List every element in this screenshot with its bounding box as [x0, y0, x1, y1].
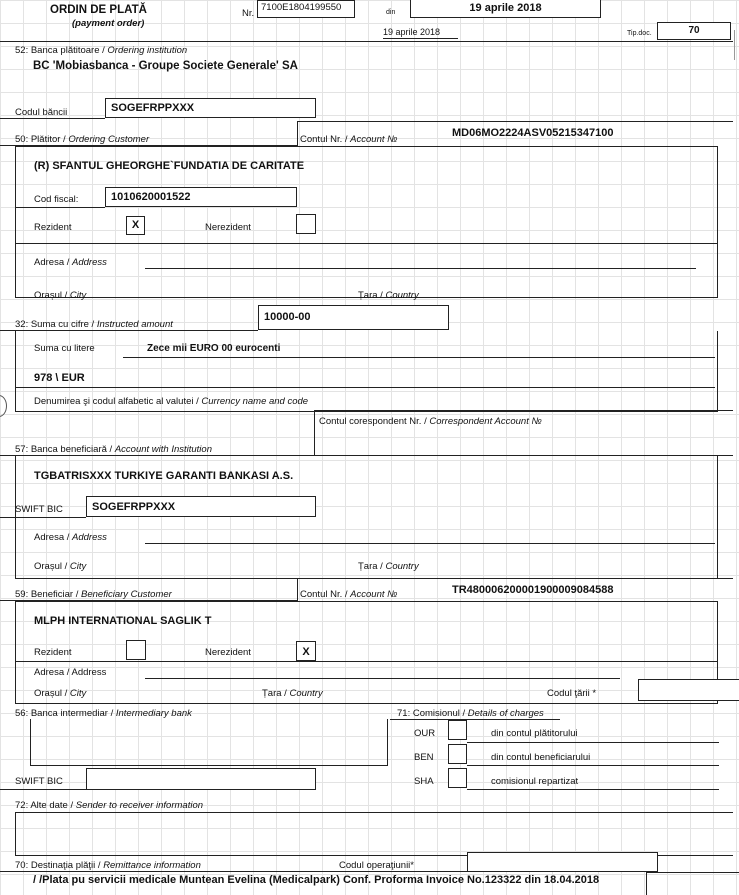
side-hole-mark: [0, 395, 7, 417]
charge-our-checkbox[interactable]: [448, 720, 467, 740]
amount-words-value[interactable]: Zece mii EURO 00 eurocenti: [147, 343, 281, 354]
payer-resident-label: Rezident: [34, 222, 72, 233]
amount-figures-field[interactable]: [258, 305, 449, 330]
right-edge-mark: [734, 30, 735, 60]
country-code-label: Codul ţării *: [547, 688, 597, 699]
bank-code-underline: [0, 118, 105, 119]
beneficiary-city-label: Orașul / City: [34, 688, 87, 699]
payer-row-divider: [15, 243, 718, 244]
remittance-underline: [0, 871, 467, 872]
beneficiary-swift-field[interactable]: [86, 496, 316, 517]
payer-label: 50: Plătitor / Ordering Customer: [15, 134, 150, 145]
order-number-label: Nr.: [242, 8, 255, 19]
intermediary-label: 56: Banca intermediar / Intermediary bank: [15, 708, 192, 719]
doc-type-field[interactable]: [657, 22, 731, 40]
order-date-value: 19 aprile 2018: [469, 2, 542, 14]
amount-figures-value: 10000-00: [264, 311, 311, 323]
bank-code-field[interactable]: [105, 98, 316, 118]
payer-nonresident-label: Nerezident: [205, 222, 251, 233]
operation-code-label: Codul operaţiunii*: [339, 860, 414, 871]
beneficiary-name: MLPH INTERNATIONAL SAGLIK T: [34, 615, 212, 627]
beneficiary-address-line[interactable]: [145, 678, 620, 679]
intermediary-swift-underline: [0, 789, 86, 790]
intermediary-swift-field[interactable]: [86, 768, 316, 790]
section-divider: [0, 41, 733, 42]
intermediary-swift-label: SWIFT BIC: [15, 776, 63, 787]
order-number-value: 7100E1804199550: [261, 2, 342, 13]
swift-underline: [0, 517, 86, 518]
beneficiary-bank-address-line[interactable]: [145, 543, 715, 544]
operation-code-field[interactable]: [467, 852, 658, 872]
fiscal-code-value: 1010620001522: [111, 191, 191, 203]
charge-ben-desc: din contul beneficiarului: [491, 752, 591, 763]
charge-our-line: [467, 742, 719, 743]
beneficiary-account-value[interactable]: TR480006200001900009084588: [452, 584, 614, 596]
charge-sha-code: SHA: [414, 776, 434, 787]
date-underline: [383, 38, 458, 39]
date-din-label: din: [386, 9, 396, 16]
remittance-value[interactable]: / /Plata pu servicii medicale Muntean Evelina (Medicalpark) Conf. Proforma Invoice No.123322 din 18.04.2018: [33, 874, 600, 886]
beneficiary-nonresident-label: Nerezident: [205, 647, 251, 658]
payer-country-label: Țara / Country: [358, 290, 419, 301]
payer-nonresident-checkbox[interactable]: [296, 214, 316, 234]
sender-info-label: 72: Alte date / Sender to receiver information: [15, 800, 204, 811]
beneficiary-nonresident-checkbox[interactable]: X: [296, 641, 316, 661]
beneficiary-swift-value: SOGEFRPPXXX: [92, 501, 176, 513]
bank-code-value: SOGEFRPPXXX: [111, 102, 195, 114]
charge-our-code: OUR: [414, 728, 436, 739]
beneficiary-address-label: Adresa / Address: [34, 667, 107, 678]
payer-name: (R) SFANTUL GHEORGHE`FUNDATIA DE CARITATE: [34, 160, 305, 172]
doc-type-label: Tip.doc.: [627, 30, 652, 37]
remittance-label: 70: Destinaţia plăţii / Remittance information: [15, 860, 201, 871]
charge-sha-line: [467, 789, 719, 790]
doc-type-value: 70: [688, 25, 700, 36]
beneficiary-swift-label: SWIFT BIC: [15, 504, 63, 515]
amount-label: 32: Suma cu cifre / Instructed amount: [15, 319, 173, 330]
charge-ben-line: [467, 765, 719, 766]
beneficiary-bank-value: TGBATRISXXX TURKIYE GARANTI BANKASI A.S.: [34, 470, 294, 482]
remittance-corner-box: [646, 872, 739, 895]
beneficiary-bank-country-label: Țara / Country: [358, 561, 419, 572]
correspondent-account-label: Contul corespondent Nr. / Correspondent Account №: [319, 416, 542, 427]
beneficiary-bank-city-label: Orașul / City: [34, 561, 87, 572]
beneficiary-account-label: Contul Nr. / Account №: [300, 589, 398, 600]
order-number-field[interactable]: [257, 0, 355, 18]
charge-sha-desc: comisionul repartizat: [491, 776, 579, 787]
charge-sha-checkbox[interactable]: [448, 768, 467, 788]
charge-ben-code: BEN: [414, 752, 434, 763]
beneficiary-row-divider: [15, 661, 718, 662]
intermediary-panel[interactable]: [30, 719, 388, 766]
beneficiary-resident-label: Rezident: [34, 647, 72, 658]
beneficiary-country-label: Țara / Country: [262, 688, 323, 699]
charges-label: 71: Comisionul / Details of charges: [397, 708, 544, 719]
ordering-institution-value: BC 'Mobiasbanca - Groupe Societe Generale' SA: [33, 60, 298, 72]
payer-city-label: Orașul / City: [34, 290, 87, 301]
fiscal-code-field[interactable]: [105, 187, 297, 207]
charge-ben-checkbox[interactable]: [448, 744, 467, 764]
payer-resident-checkbox[interactable]: X: [126, 216, 145, 235]
amount-words-label: Suma cu litere: [34, 343, 95, 354]
currency-value[interactable]: 978 \ EUR: [34, 372, 85, 384]
beneficiary-bank-label: 57: Banca beneficiară / Account with Institution: [15, 444, 212, 455]
beneficiary-resident-checkbox[interactable]: [126, 640, 146, 660]
payer-address-label: Adresa / Address: [34, 257, 107, 268]
fiscal-underline: [15, 207, 105, 208]
order-date-field[interactable]: [410, 0, 601, 18]
form-title: ORDIN DE PLATĂ: [50, 4, 147, 16]
ordering-institution-label: 52: Banca plătitoare / Ordering institution: [15, 45, 188, 56]
order-date-small: 19 aprile 2018: [383, 27, 441, 37]
bank-code-label: Codul băncii: [15, 107, 68, 118]
fiscal-code-label: Cod fiscal:: [34, 194, 79, 205]
amount-words-line: [123, 357, 715, 358]
currency-label: Denumirea şi codul alfabetic al valutei / Currency name and code: [34, 396, 309, 407]
payer-address-line[interactable]: [145, 268, 696, 269]
payer-account-label: Contul Nr. / Account №: [300, 134, 398, 145]
beneficiary-bank-address-label: Adresa / Address: [34, 532, 107, 543]
country-code-field[interactable]: [638, 679, 739, 701]
beneficiary-label: 59: Beneficiar / Beneficiary Customer: [15, 589, 172, 600]
charge-our-desc: din contul plătitorului: [491, 728, 578, 739]
payer-account-value[interactable]: MD06MO2224ASV05215347100: [452, 127, 614, 139]
charges-underline: [390, 719, 560, 720]
form-subtitle: (payment order): [72, 18, 145, 29]
currency-line: [15, 387, 715, 388]
sender-info-field[interactable]: [15, 812, 733, 856]
